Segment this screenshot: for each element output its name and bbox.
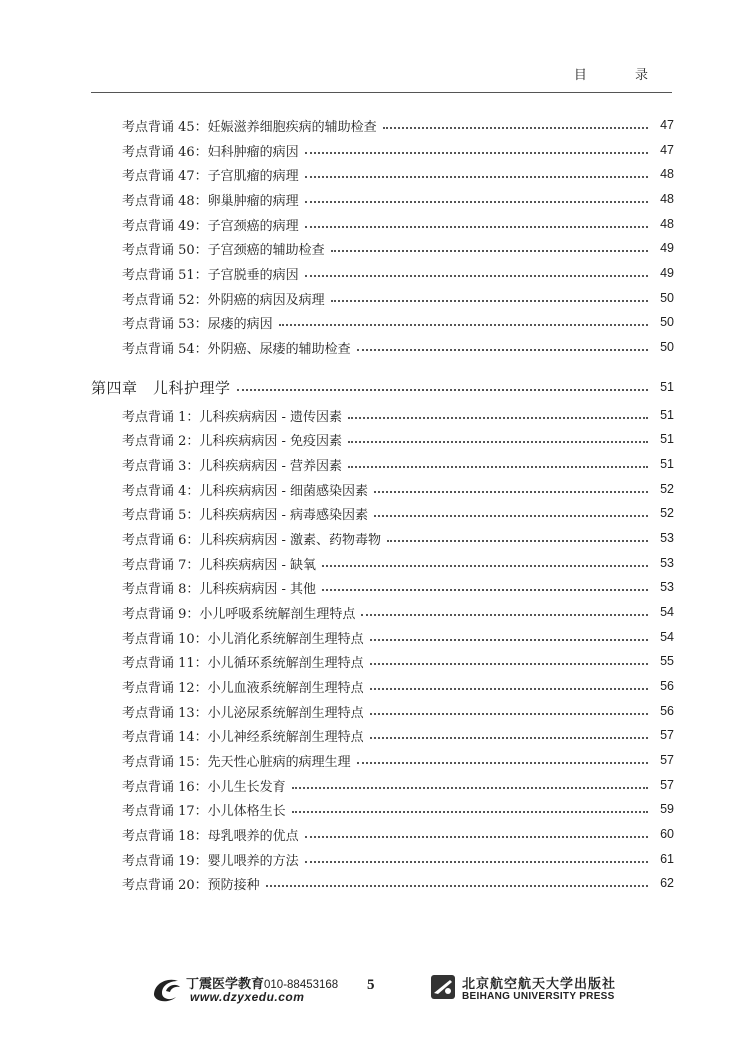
toc-entry-page: 47 <box>660 118 674 132</box>
toc-entry[interactable] <box>122 311 674 333</box>
toc-entry[interactable] <box>122 213 674 235</box>
toc-entry[interactable] <box>122 336 674 358</box>
toc-entry-label: 考点背诵 8：儿科疾病病因 - 其他 <box>122 581 317 597</box>
toc-entry-page: 53 <box>660 531 674 545</box>
toc-entry[interactable] <box>122 848 674 870</box>
toc-chapter-heading[interactable] <box>91 376 674 398</box>
toc-entry-page: 51 <box>660 408 674 422</box>
toc-entry-label: 考点背诵 49：子宫颈癌的病理 <box>122 218 299 234</box>
toc-entry-label: 考点背诵 10：小儿消化系统解剖生理特点 <box>122 631 364 647</box>
toc-entry[interactable] <box>122 404 674 426</box>
toc-entry-label: 考点背诵 16：小儿生长发育 <box>122 779 286 795</box>
dot-leader <box>374 490 648 493</box>
toc-entry[interactable] <box>122 872 674 894</box>
toc-entry-label: 考点背诵 7：儿科疾病病因 - 缺氧 <box>122 557 317 573</box>
toc-entry-page: 55 <box>660 654 674 668</box>
toc-entry[interactable] <box>122 478 674 500</box>
dot-leader <box>305 151 648 154</box>
publisher-logo-left <box>150 971 339 1007</box>
dot-leader <box>387 539 648 542</box>
toc-entry[interactable] <box>122 163 674 185</box>
dot-leader <box>348 465 648 468</box>
toc-entry[interactable] <box>122 237 674 259</box>
toc-entry-page: 51 <box>660 457 674 471</box>
dot-leader <box>370 736 648 739</box>
toc-entry-page: 49 <box>660 241 674 255</box>
toc-entry-label: 考点背诵 45：妊娠滋养细胞疾病的辅助检查 <box>122 119 377 135</box>
toc-entry-page: 57 <box>660 753 674 767</box>
toc-entry[interactable] <box>122 823 674 845</box>
dot-leader <box>305 225 648 228</box>
toc-entry[interactable] <box>122 262 674 284</box>
dot-leader <box>383 126 648 129</box>
page-footer <box>0 965 750 1015</box>
toc-entry-label: 考点背诵 9：小儿呼吸系统解剖生理特点 <box>122 606 356 622</box>
toc-entry-page: 53 <box>660 556 674 570</box>
press-emblem-icon <box>430 974 456 1000</box>
toc-entry-label: 考点背诵 50：子宫颈癌的辅助检查 <box>122 242 325 258</box>
dot-leader <box>370 687 648 690</box>
brand-name: 丁震医学教育 <box>186 977 265 992</box>
toc-entry-label: 考点背诵 5：儿科疾病病因 - 病毒感染因素 <box>122 507 369 523</box>
toc-entry[interactable] <box>122 749 674 771</box>
toc-entry-page: 60 <box>660 827 674 841</box>
dot-leader <box>357 761 648 764</box>
dot-leader <box>357 348 648 351</box>
dot-leader <box>279 323 648 326</box>
dot-leader <box>305 200 648 203</box>
dot-leader <box>292 786 648 789</box>
toc-entry-page: 49 <box>660 266 674 280</box>
toc-entry-page: 57 <box>660 778 674 792</box>
toc-entry-label: 考点背诵 52：外阴癌的病因及病理 <box>122 292 325 308</box>
publisher-logo-right <box>430 971 630 1007</box>
toc-entry-page: 48 <box>660 217 674 231</box>
toc-entry[interactable] <box>122 724 674 746</box>
toc-entry-label: 考点背诵 2：儿科疾病病因 - 免疫因素 <box>122 433 343 449</box>
toc-entry-page: 56 <box>660 704 674 718</box>
toc-entry[interactable] <box>122 774 674 796</box>
toc-entry-page: 52 <box>660 506 674 520</box>
toc-entry-label: 考点背诵 11：小儿循环系统解剖生理特点 <box>122 655 364 671</box>
toc-entry[interactable] <box>122 114 674 136</box>
toc-entry-page: 62 <box>660 876 674 890</box>
dot-leader <box>266 884 648 887</box>
toc-entry-label: 考点背诵 13：小儿泌尿系统解剖生理特点 <box>122 705 364 721</box>
dot-leader <box>331 249 648 252</box>
toc-entry-page: 50 <box>660 340 674 354</box>
dot-leader <box>374 514 648 517</box>
toc-entry-page: 47 <box>660 143 674 157</box>
toc-entry-page: 61 <box>660 852 674 866</box>
toc-entry-label: 考点背诵 48：卵巢肿瘤的病理 <box>122 193 299 209</box>
toc-entry[interactable] <box>122 552 674 574</box>
dot-leader <box>305 274 648 277</box>
dot-leader <box>348 440 648 443</box>
dot-leader <box>292 810 648 813</box>
toc-entry[interactable] <box>122 502 674 524</box>
toc-entry[interactable] <box>122 798 674 820</box>
press-name-cn: 北京航空航天大学出版社 <box>462 977 617 992</box>
toc-entry-label: 考点背诵 47：子宫肌瘤的病理 <box>122 168 299 184</box>
toc-entry-page: 59 <box>660 802 674 816</box>
toc-entry-label: 考点背诵 1：儿科疾病病因 - 遗传因素 <box>122 409 343 425</box>
toc-entry[interactable] <box>122 453 674 475</box>
press-name-en: BEIHANG UNIVERSITY PRESS <box>462 991 615 1002</box>
toc-entry-label: 考点背诵 12：小儿血液系统解剖生理特点 <box>122 680 364 696</box>
toc-entry-page: 53 <box>660 580 674 594</box>
toc-entry[interactable] <box>122 601 674 623</box>
toc-entry-label: 考点背诵 4：儿科疾病病因 - 细菌感染因素 <box>122 483 369 499</box>
brand-phone: 010-88453168 <box>264 979 339 991</box>
dot-leader <box>348 416 648 419</box>
toc-entry[interactable] <box>122 576 674 598</box>
chapter-title: 第四章 儿科护理学 <box>91 378 231 397</box>
toc-entry-page: 54 <box>660 605 674 619</box>
toc-entry-label: 考点背诵 14：小儿神经系统解剖生理特点 <box>122 729 364 745</box>
dot-leader <box>361 613 648 616</box>
brand-url[interactable]: www.dzyxedu.com <box>190 990 305 1004</box>
toc-entry-page: 52 <box>660 482 674 496</box>
toc-entry-label: 考点背诵 53：尿瘘的病因 <box>122 316 273 332</box>
toc-entry-label: 考点背诵 18：母乳喂养的优点 <box>122 828 299 844</box>
dot-leader <box>305 175 648 178</box>
toc-entry-page: 50 <box>660 291 674 305</box>
toc-entry-label: 考点背诵 20：预防接种 <box>122 877 260 893</box>
toc-entry[interactable] <box>122 700 674 722</box>
dot-leader <box>322 564 648 567</box>
toc-entry[interactable] <box>122 139 674 161</box>
toc-entry-page: 48 <box>660 192 674 206</box>
toc-entry[interactable] <box>122 650 674 672</box>
toc-entry[interactable] <box>122 428 674 450</box>
toc-entry[interactable] <box>122 675 674 697</box>
toc-entry-label: 考点背诵 6：儿科疾病病因 - 激素、药物毒物 <box>122 532 382 548</box>
dot-leader <box>370 662 648 665</box>
toc-entry[interactable] <box>122 188 674 210</box>
dot-leader <box>331 299 648 302</box>
toc-entry-label: 考点背诵 17：小儿体格生长 <box>122 803 286 819</box>
toc-entry-label: 考点背诵 46：妇科肿瘤的病因 <box>122 144 299 160</box>
toc-entry-label: 考点背诵 15：先天性心脏病的病理生理 <box>122 754 351 770</box>
toc-entry-label: 考点背诵 54：外阴癌、尿瘘的辅助检查 <box>122 341 351 357</box>
toc-entry-page: 50 <box>660 315 674 329</box>
dot-leader <box>305 860 648 863</box>
toc-entry-page: 54 <box>660 630 674 644</box>
toc-entry-page: 56 <box>660 679 674 693</box>
toc-entry-page: 51 <box>660 432 674 446</box>
toc-entry-page: 48 <box>660 167 674 181</box>
header-divider <box>91 92 672 93</box>
page-number: 5 <box>367 977 375 993</box>
swirl-logo-icon <box>150 973 184 1003</box>
toc-entry[interactable] <box>122 527 674 549</box>
dot-leader <box>322 588 648 591</box>
toc-entry-page: 57 <box>660 728 674 742</box>
chapter-page: 51 <box>660 380 674 394</box>
toc-entry[interactable] <box>122 287 674 309</box>
toc-entry[interactable] <box>122 626 674 648</box>
toc-entry-label: 考点背诵 3：儿科疾病病因 - 营养因素 <box>122 458 343 474</box>
toc-entry-label: 考点背诵 19：婴儿喂养的方法 <box>122 853 299 869</box>
dot-leader <box>305 835 648 838</box>
dot-leader <box>370 712 648 715</box>
toc-entry-label: 考点背诵 51：子宫脱垂的病因 <box>122 267 299 283</box>
dot-leader <box>237 388 648 391</box>
page-header-title: 目 录 <box>573 68 670 83</box>
dot-leader <box>370 638 648 641</box>
